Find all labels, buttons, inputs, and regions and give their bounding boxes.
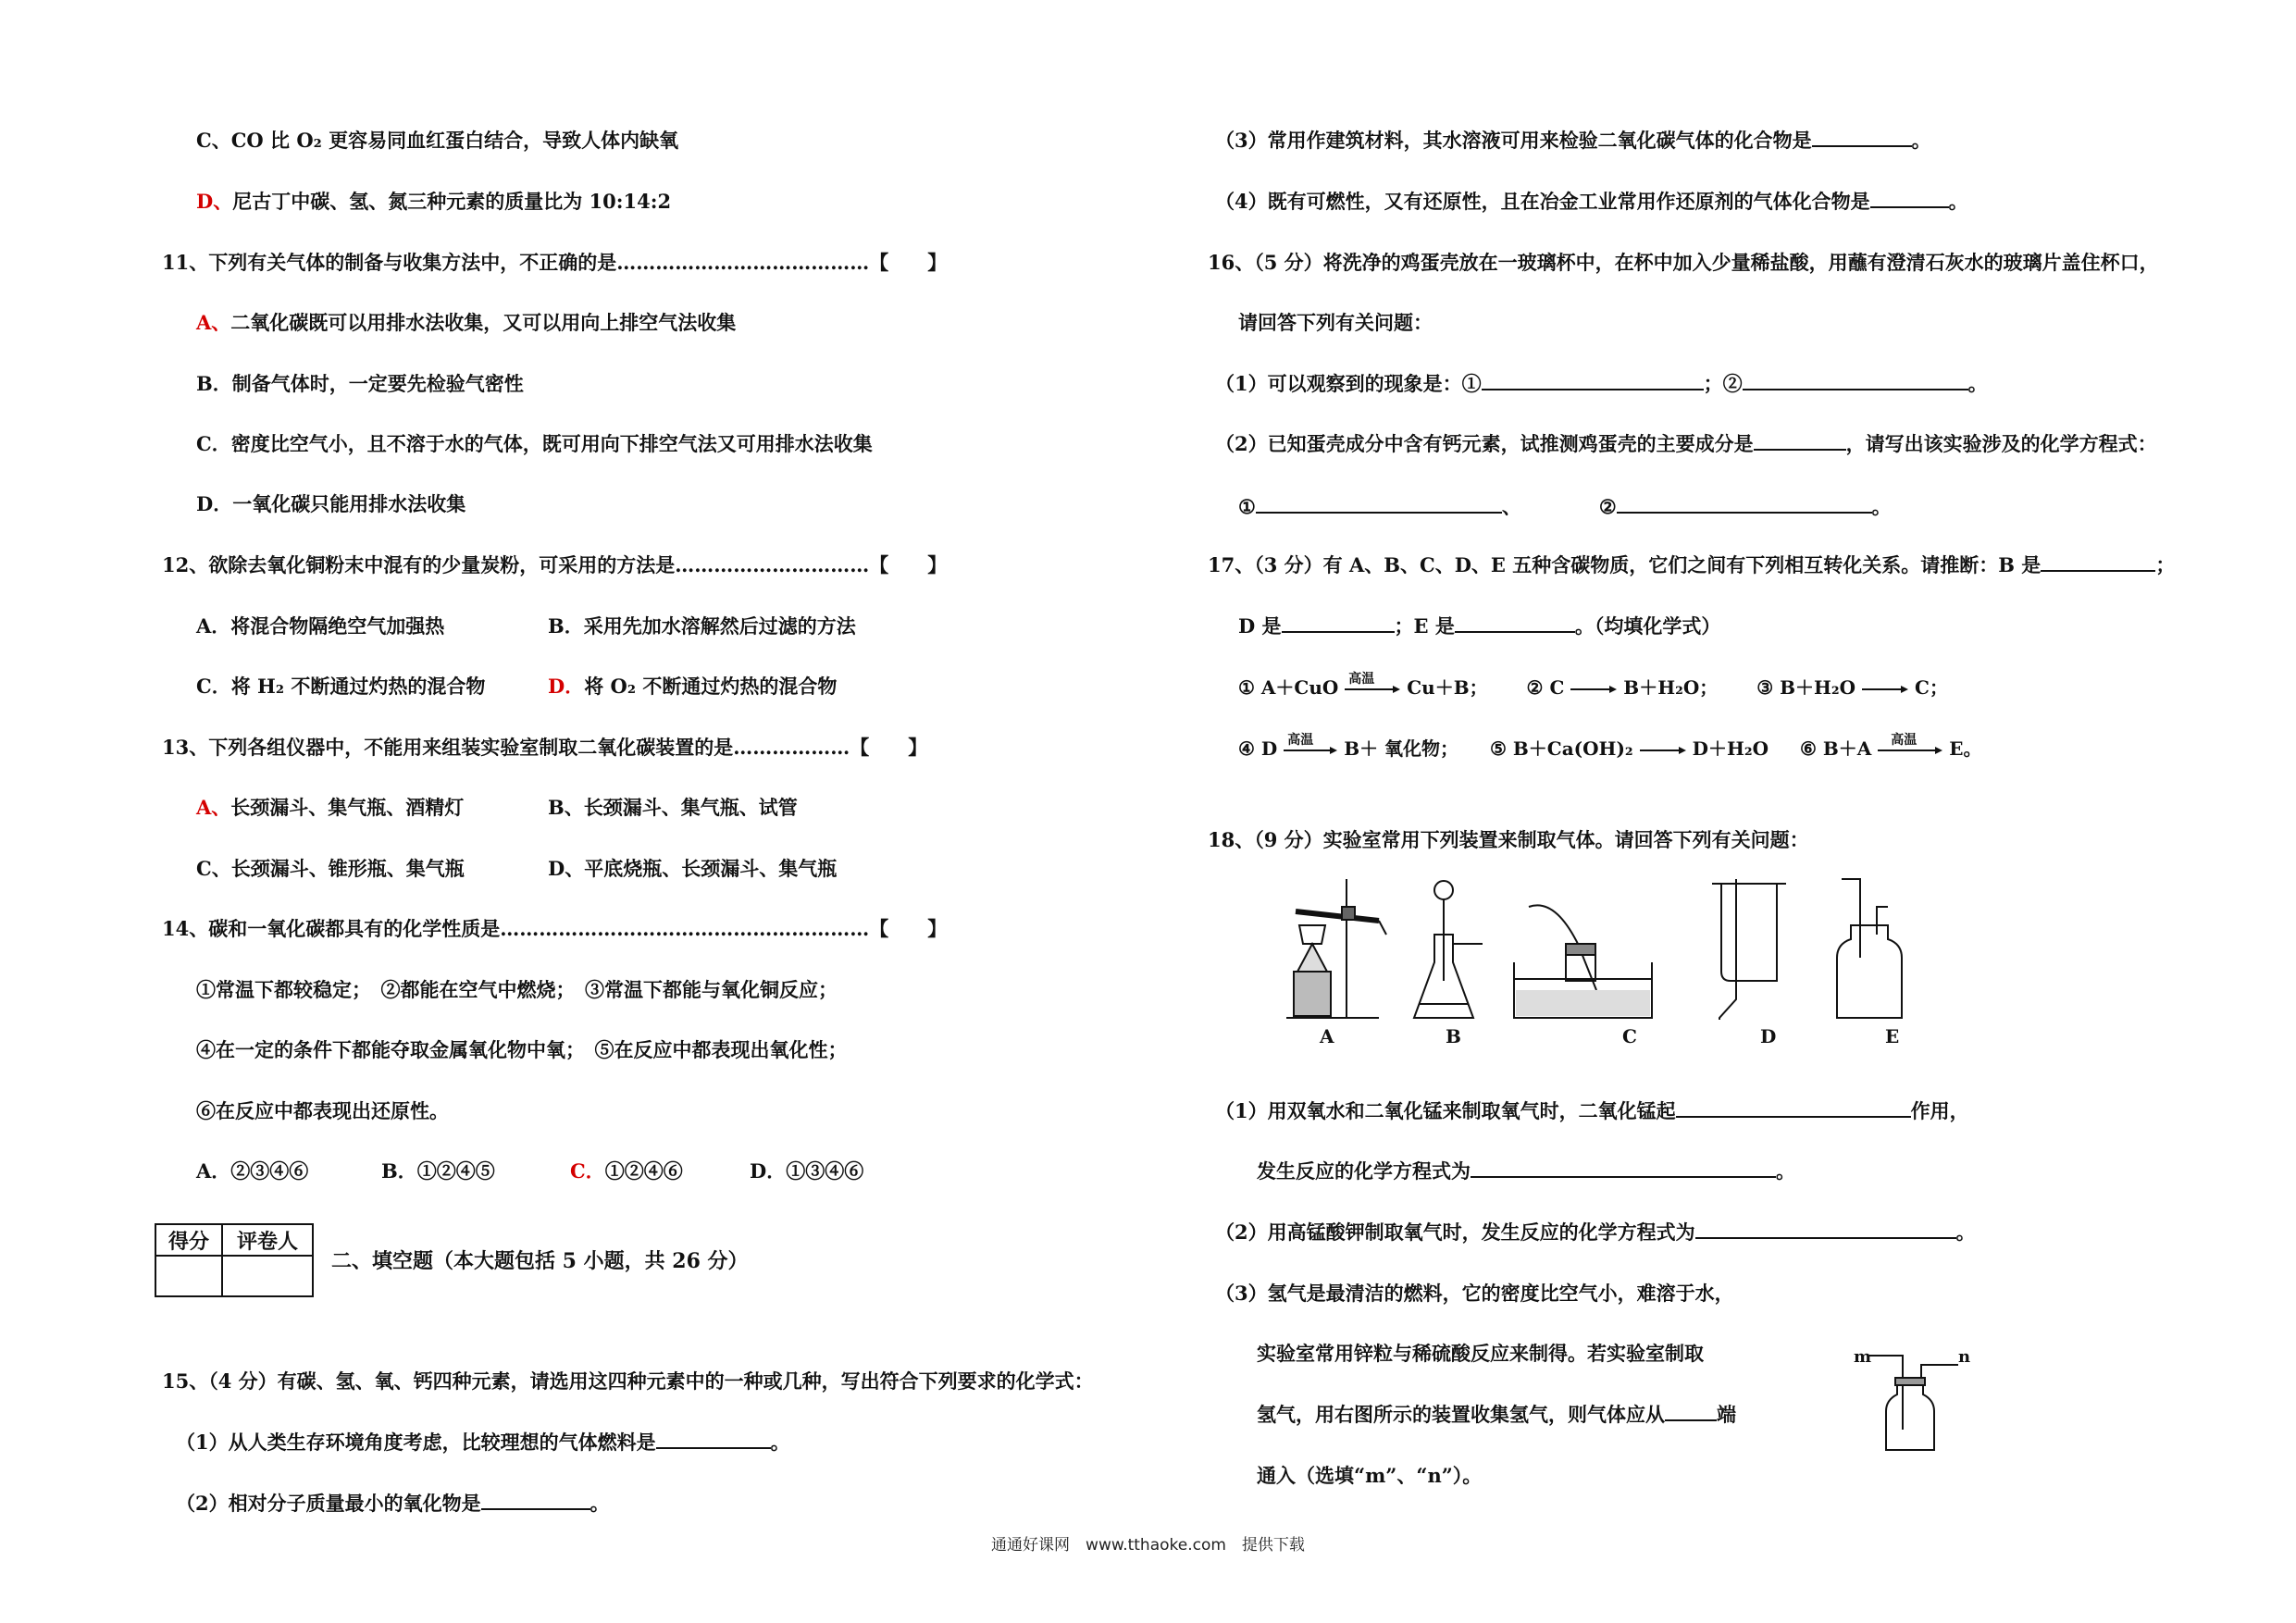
q15-part-4-text: （4）既有可燃性，又有还原性，且在冶金工业常用作还原剂的气体化合物是 bbox=[1215, 190, 1870, 213]
q11-option-b: B．制备气体时，一定要先检验气密性 bbox=[196, 372, 524, 395]
q16-equations bbox=[1238, 493, 1892, 521]
q10-option-d-text: 尼古丁中碳、氢、氮三种元素的质量比为 10:14:2 bbox=[232, 190, 672, 213]
reaction-2-arrow bbox=[1570, 680, 1617, 699]
q12-option-a: A．将混合物隔绝空气加强热 bbox=[196, 614, 445, 638]
arrow-icon bbox=[1878, 747, 1942, 754]
q16-part-1 bbox=[1215, 370, 1988, 398]
score-cell[interactable] bbox=[155, 1256, 222, 1296]
apparatus-label-e: E bbox=[1885, 1025, 1900, 1047]
reaction-6-right: E。 bbox=[1949, 737, 1982, 760]
q14-stem: 14、碳和一氧化碳都具有的化学性质是…………………………………………………【 】 bbox=[162, 917, 948, 940]
score-label: 得分 bbox=[155, 1224, 222, 1256]
reaction-1-condition: 高温 bbox=[1348, 671, 1375, 687]
q15-part-2-period: 。 bbox=[590, 1492, 610, 1515]
q16-part-2 bbox=[1215, 430, 2157, 458]
q18-part-1-equation bbox=[1257, 1158, 1795, 1185]
q15-part-4-period: 。 bbox=[1948, 190, 1968, 213]
score-table bbox=[155, 1223, 314, 1297]
apparatus-e bbox=[1837, 879, 1902, 1018]
q18-role-blank[interactable] bbox=[1676, 1097, 1911, 1118]
q16-part-2-text-b: ，请写出该实验涉及的化学方程式： bbox=[1845, 432, 2157, 455]
reaction-4-condition: 高温 bbox=[1287, 732, 1314, 748]
q18-part-1-period: 。 bbox=[1776, 1159, 1795, 1183]
q17-de-line bbox=[1238, 613, 1720, 640]
q18-part-3-line-3 bbox=[1257, 1401, 1736, 1429]
reaction-1-left: ① A＋CuO bbox=[1238, 676, 1339, 699]
q13-stem: 13、下列各组仪器中，不能用来组装实验室制取二氧化碳装置的是………………【 】 bbox=[162, 736, 928, 759]
q14-statement-3: ⑥在反应中都表现出还原性。 bbox=[196, 1099, 449, 1122]
q10-option-d bbox=[196, 188, 671, 216]
q14-statement-1: ①常温下都较稳定； ②都能在空气中燃烧； ③常温下都能与氧化铜反应； bbox=[196, 978, 838, 1001]
q13-option-a-text: 长颈漏斗、集气瓶、酒精灯 bbox=[230, 796, 465, 819]
arrow-icon bbox=[1862, 686, 1908, 693]
reaction-6-condition: 高温 bbox=[1891, 732, 1917, 748]
reaction-3-right: C； bbox=[1915, 676, 1948, 699]
q18-part-1 bbox=[1215, 1097, 1969, 1125]
q11-option-d: D．一氧化碳只能用排水法收集 bbox=[196, 492, 466, 515]
q14-option-a: A．②③④⑥ bbox=[196, 1159, 309, 1183]
q13-option-a bbox=[196, 794, 464, 822]
apparatus-label-a: A bbox=[1320, 1025, 1334, 1047]
q15-part-3-period: 。 bbox=[1911, 129, 1931, 152]
q10-option-d-letter: D、 bbox=[196, 190, 233, 213]
q14-option-c-text: ①②④⑥ bbox=[604, 1159, 683, 1183]
q17-note: 。（均填化学式） bbox=[1574, 614, 1721, 638]
q16-eq-sep: 、 bbox=[1501, 495, 1521, 518]
q17-d-blank[interactable] bbox=[1282, 613, 1395, 633]
section-2-title: 二、填空题（本大题包括 5 小题，共 26 分） bbox=[331, 1249, 749, 1273]
q18-equation-2-blank[interactable] bbox=[1695, 1219, 1956, 1239]
q16-eq2-mark: ② bbox=[1598, 495, 1617, 518]
tube-label-m: m bbox=[1854, 1347, 1872, 1367]
q18-part-3-line-1: （3）氢气是最清洁的燃料，它的密度比空气小，难溶于水， bbox=[1215, 1282, 1734, 1305]
q18-part-3-line-4: 通入（选填“m”、“n”）。 bbox=[1257, 1464, 1483, 1487]
q17-stem-semicolon: ； bbox=[2155, 553, 2176, 576]
q16-ask: 请回答下列有关问题： bbox=[1238, 311, 1433, 334]
q13-option-c: C、长颈漏斗、锥形瓶、集气瓶 bbox=[196, 857, 465, 880]
q15-part-3-text: （3）常用作建筑材料，其水溶液可用来检验二氧化碳气体的化合物是 bbox=[1215, 129, 1812, 152]
q16-observation-2-blank[interactable] bbox=[1743, 370, 1968, 390]
q16-equation-1-blank[interactable] bbox=[1256, 493, 1502, 514]
reaction-5-arrow bbox=[1640, 741, 1686, 760]
arrow-icon bbox=[1284, 747, 1337, 754]
q15-part-1-text: （1）从人类生存环境角度考虑，比较理想的气体燃料是 bbox=[176, 1431, 656, 1454]
gas-bottle-figure bbox=[1869, 1346, 1962, 1457]
q15-part-1 bbox=[176, 1429, 790, 1456]
q18-part-3-line-2: 实验室常用锌粒与稀硫酸反应来制得。若实验室制取 bbox=[1257, 1342, 1704, 1365]
q17-d-label: D 是 bbox=[1238, 614, 1282, 638]
q16-part-1-sep: ；② bbox=[1703, 372, 1743, 395]
q12-option-c: C．将 H₂ 不断通过灼热的混合物 bbox=[196, 675, 486, 698]
q16-observation-1-blank[interactable] bbox=[1482, 370, 1704, 390]
apparatus-label-b: B bbox=[1446, 1025, 1461, 1047]
tube-label-n: n bbox=[1958, 1347, 1971, 1367]
reaction-2-right: B＋H₂O； bbox=[1623, 676, 1719, 699]
q15-part-4 bbox=[1215, 188, 1968, 216]
q12-stem: 12、欲除去氧化铜粉末中混有的少量炭粉，可采用的方法是…………………………【 】 bbox=[162, 553, 948, 576]
q11-option-a-text: 二氧化碳既可以用排水法收集，又可以用向上排空气法收集 bbox=[230, 311, 737, 334]
q14-statement-2: ④在一定的条件下都能夺取金属氧化物中氧； ⑤在反应中都表现出氧化性； bbox=[196, 1038, 848, 1061]
q16-part-1-period: 。 bbox=[1967, 372, 1988, 395]
q18-stem: 18、（9 分）实验室常用下列装置来制取气体。请回答下列有关问题： bbox=[1208, 828, 1809, 851]
q12-option-d-letter: D． bbox=[548, 675, 585, 698]
q17-reactions-row-2 bbox=[1238, 732, 1982, 762]
apparatus-b bbox=[1414, 881, 1483, 1018]
q18-part-2-period: 。 bbox=[1955, 1220, 1976, 1244]
q16-eq-period: 。 bbox=[1871, 495, 1892, 518]
q18-part-2 bbox=[1215, 1219, 1976, 1246]
apparatus-label-d: D bbox=[1760, 1025, 1777, 1047]
grader-cell[interactable] bbox=[222, 1256, 313, 1296]
q12-option-d bbox=[548, 673, 837, 700]
arrow-icon bbox=[1345, 686, 1400, 693]
reaction-5-left: ⑤ B＋Ca(OH)₂ bbox=[1490, 737, 1633, 760]
q15-part-3-blank[interactable] bbox=[1812, 127, 1912, 147]
q15-part-1-period: 。 bbox=[770, 1431, 790, 1454]
apparatus-a bbox=[1286, 879, 1386, 1018]
q13-option-b: B、长颈漏斗、集气瓶、试管 bbox=[548, 796, 798, 819]
q17-reactions-row-1 bbox=[1238, 671, 1948, 701]
q12-option-d-text: 将 O₂ 不断通过灼热的混合物 bbox=[584, 675, 838, 698]
q14-option-b: B．①②④⑤ bbox=[381, 1159, 495, 1183]
q15-part-1-blank[interactable] bbox=[656, 1429, 771, 1449]
q18-equation-1-blank[interactable] bbox=[1471, 1158, 1776, 1178]
q15-part-2-blank[interactable] bbox=[481, 1490, 590, 1510]
q17-b-blank[interactable] bbox=[2041, 551, 2155, 572]
apparatus-c bbox=[1514, 905, 1652, 1018]
reaction-4-arrow bbox=[1284, 732, 1337, 760]
reaction-4-left: ④ D bbox=[1238, 737, 1278, 760]
q15-part-3 bbox=[1215, 127, 1931, 155]
q15-part-4-blank[interactable] bbox=[1870, 188, 1949, 208]
reaction-3-left: ③ B＋H₂O bbox=[1756, 676, 1856, 699]
q15-stem: 15、（4 分）有碳、氢、氧、钙四种元素，请选用这四种元素中的一种或几种，写出符合下列要求的化学式： bbox=[162, 1369, 1094, 1393]
q16-part-2-text: （2）已知蛋壳成分中含有钙元素，试推测鸡蛋壳的主要成分是 bbox=[1215, 432, 1754, 455]
reaction-6-arrow bbox=[1878, 732, 1942, 760]
q17-stem bbox=[1208, 551, 2175, 579]
q18-part-1-eq-text: 发生反应的化学方程式为 bbox=[1257, 1159, 1471, 1183]
q11-option-c: C．密度比空气小，且不溶于水的气体，既可用向下排空气法又可用排水法收集 bbox=[196, 432, 873, 455]
reaction-5-right: D＋H₂O bbox=[1692, 737, 1769, 760]
q17-stem-text: 17、（3 分）有 A、B、C、D、E 五种含碳物质，它们之间有下列相互转化关系。请推断：B 是 bbox=[1208, 553, 2042, 576]
q16-equation-2-blank[interactable] bbox=[1617, 493, 1872, 514]
q17-e-label: ；E 是 bbox=[1394, 614, 1455, 638]
q13-option-a-letter: A、 bbox=[196, 796, 231, 819]
q18-part-3-text: 氢气，用右图所示的装置收集氢气，则气体应从 bbox=[1257, 1403, 1665, 1426]
reaction-3-arrow bbox=[1862, 680, 1908, 699]
q15-part-2-text: （2）相对分子质量最小的氧化物是 bbox=[176, 1492, 481, 1515]
apparatus-d bbox=[1712, 879, 1786, 1020]
arrow-icon bbox=[1640, 747, 1686, 754]
reaction-1-right: Cu＋B； bbox=[1407, 676, 1488, 699]
q16-part-1-text: （1）可以观察到的现象是：① bbox=[1215, 372, 1482, 395]
q11-option-a-letter: A、 bbox=[196, 311, 231, 334]
footer-credit: 通通好课网 www.tthaoke.com 提供下载 bbox=[991, 1536, 1305, 1555]
q18-inlet-blank[interactable] bbox=[1665, 1401, 1717, 1421]
q18-part-3-end: 端 bbox=[1717, 1403, 1736, 1426]
reaction-4-right: B＋ 氧化物； bbox=[1344, 737, 1459, 760]
q12-option-b: B．采用先加水溶解然后过滤的方法 bbox=[548, 614, 856, 638]
grader-label: 评卷人 bbox=[222, 1224, 313, 1256]
q17-e-blank[interactable] bbox=[1455, 613, 1575, 633]
q11-option-a bbox=[196, 309, 736, 337]
reaction-2-left: ② C bbox=[1526, 676, 1565, 699]
apparatus-figure bbox=[1277, 870, 1962, 1027]
apparatus-label-c: C bbox=[1622, 1025, 1637, 1047]
q16-stem: 16、（5 分）将洗净的鸡蛋壳放在一玻璃杯中，在杯中加入少量稀盐酸，用蘸有澄清石灰水的玻璃片盖住杯口， bbox=[1208, 251, 2159, 274]
q10-option-c: C、CO 比 O₂ 更容易同血红蛋白结合，导致人体内缺氧 bbox=[196, 129, 679, 152]
arrow-icon bbox=[1570, 686, 1617, 693]
reaction-1-arrow bbox=[1345, 671, 1400, 699]
q16-eq1-mark: ① bbox=[1238, 495, 1256, 518]
q15-part-2 bbox=[176, 1490, 610, 1518]
q18-part-1-end: 作用， bbox=[1910, 1099, 1969, 1122]
q13-option-d: D、平底烧瓶、长颈漏斗、集气瓶 bbox=[548, 857, 838, 880]
q14-option-c bbox=[570, 1158, 683, 1185]
reaction-6-left: ⑥ B＋A bbox=[1799, 737, 1872, 760]
q18-part-1-text: （1）用双氧水和二氧化锰来制取氧气时，二氧化锰起 bbox=[1215, 1099, 1676, 1122]
q14-option-d: D．①③④⑥ bbox=[750, 1159, 864, 1183]
q14-option-c-letter: C． bbox=[570, 1159, 605, 1183]
q11-stem: 11、下列有关气体的制备与收集方法中，不正确的是…………………………………【 】 bbox=[162, 251, 948, 274]
q18-part-2-text: （2）用高锰酸钾制取氧气时，发生反应的化学方程式为 bbox=[1215, 1220, 1695, 1244]
q16-component-blank[interactable] bbox=[1754, 430, 1846, 451]
